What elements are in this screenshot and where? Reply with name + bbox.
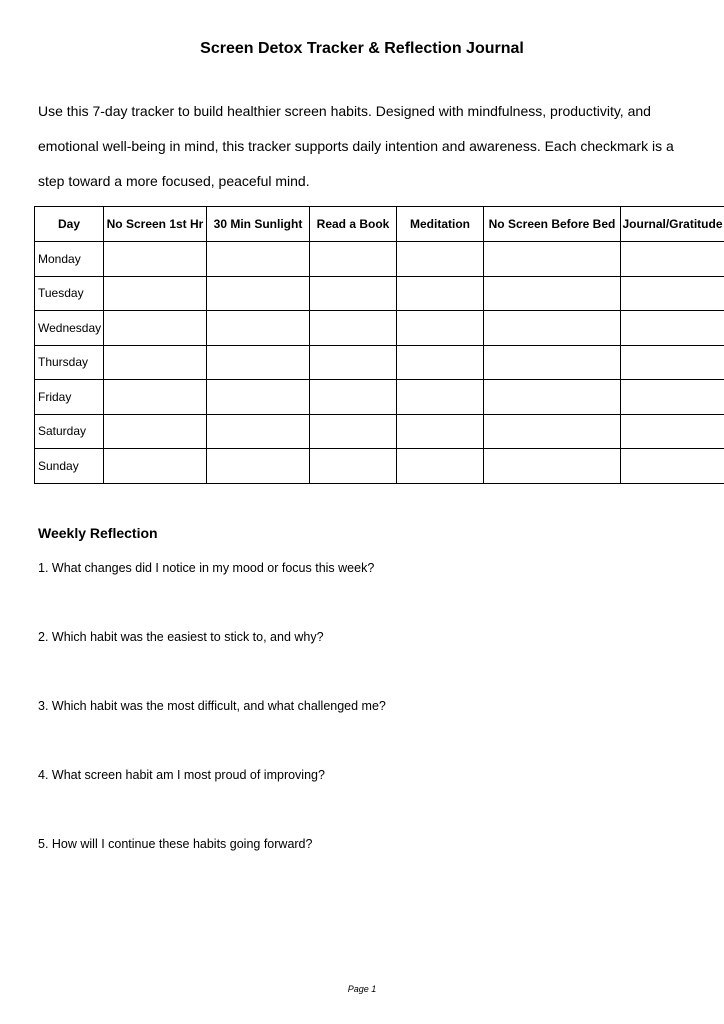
table-row [35, 345, 724, 380]
reflection-question-2: 2. Which habit was the easiest to stick to, and why? [38, 630, 324, 644]
day-label: Tuesday [35, 276, 104, 311]
table-row [35, 276, 724, 311]
day-label: Saturday [35, 414, 104, 449]
check-cell[interactable] [310, 414, 397, 449]
page-title: Screen Detox Tracker & Reflection Journal [200, 40, 524, 57]
check-cell[interactable] [484, 345, 621, 380]
check-cell[interactable] [484, 311, 621, 346]
header-day: Day [35, 207, 104, 242]
check-cell[interactable] [104, 345, 207, 380]
check-cell[interactable] [310, 345, 397, 380]
header-no-screen-first-hour: No Screen 1st Hr [104, 207, 207, 242]
check-cell[interactable] [397, 449, 484, 484]
table-row [35, 242, 724, 277]
habit-tracker-table [34, 206, 724, 484]
check-cell[interactable] [310, 380, 397, 415]
check-cell[interactable] [207, 242, 310, 277]
header-read-book: Read a Book [310, 207, 397, 242]
check-cell[interactable] [207, 276, 310, 311]
check-cell[interactable] [621, 449, 724, 484]
check-cell[interactable] [207, 311, 310, 346]
day-label: Friday [35, 380, 104, 415]
day-label: Thursday [35, 345, 104, 380]
check-cell[interactable] [207, 449, 310, 484]
check-cell[interactable] [621, 414, 724, 449]
check-cell[interactable] [310, 242, 397, 277]
check-cell[interactable] [104, 380, 207, 415]
table-header-row [35, 207, 724, 242]
table-row [35, 449, 724, 484]
check-cell[interactable] [104, 276, 207, 311]
check-cell[interactable] [484, 276, 621, 311]
check-cell[interactable] [397, 414, 484, 449]
check-cell[interactable] [484, 242, 621, 277]
check-cell[interactable] [310, 449, 397, 484]
check-cell[interactable] [397, 380, 484, 415]
table-row [35, 380, 724, 415]
check-cell[interactable] [397, 311, 484, 346]
check-cell[interactable] [621, 276, 724, 311]
table-row [35, 414, 724, 449]
intro-paragraph: Use this 7-day tracker to build healthier screen habits. Designed with mindfulness, productivity, and emotional well-being in mind, this tracker supports daily intention and awareness. Each checkmark is a step toward a more focused, peaceful mind. [38, 103, 674, 189]
check-cell[interactable] [207, 380, 310, 415]
day-label: Sunday [35, 449, 104, 484]
check-cell[interactable] [104, 242, 207, 277]
header-journal-gratitude: Journal/Gratitude [621, 207, 724, 242]
check-cell[interactable] [484, 380, 621, 415]
reflection-question-1: 1. What changes did I notice in my mood or focus this week? [38, 561, 375, 575]
page-number: Page 1 [347, 984, 377, 994]
check-cell[interactable] [621, 311, 724, 346]
header-meditation: Meditation [397, 207, 484, 242]
day-label: Monday [35, 242, 104, 277]
reflection-question-5: 5. How will I continue these habits going forward? [38, 837, 313, 851]
check-cell[interactable] [207, 345, 310, 380]
day-label: Wednesday [35, 311, 104, 346]
check-cell[interactable] [621, 380, 724, 415]
header-sunlight: 30 Min Sunlight [207, 207, 310, 242]
check-cell[interactable] [484, 414, 621, 449]
check-cell[interactable] [484, 449, 621, 484]
header-no-screen-before-bed: No Screen Before Bed [484, 207, 621, 242]
weekly-reflection-heading: Weekly Reflection [38, 525, 158, 541]
check-cell[interactable] [621, 242, 724, 277]
check-cell[interactable] [104, 449, 207, 484]
check-cell[interactable] [621, 345, 724, 380]
table-row [35, 311, 724, 346]
check-cell[interactable] [397, 345, 484, 380]
reflection-question-3: 3. Which habit was the most difficult, and what challenged me? [38, 699, 386, 713]
check-cell[interactable] [397, 242, 484, 277]
check-cell[interactable] [310, 311, 397, 346]
check-cell[interactable] [207, 414, 310, 449]
check-cell[interactable] [104, 414, 207, 449]
check-cell[interactable] [310, 276, 397, 311]
reflection-question-4: 4. What screen habit am I most proud of improving? [38, 768, 325, 782]
check-cell[interactable] [104, 311, 207, 346]
check-cell[interactable] [397, 276, 484, 311]
